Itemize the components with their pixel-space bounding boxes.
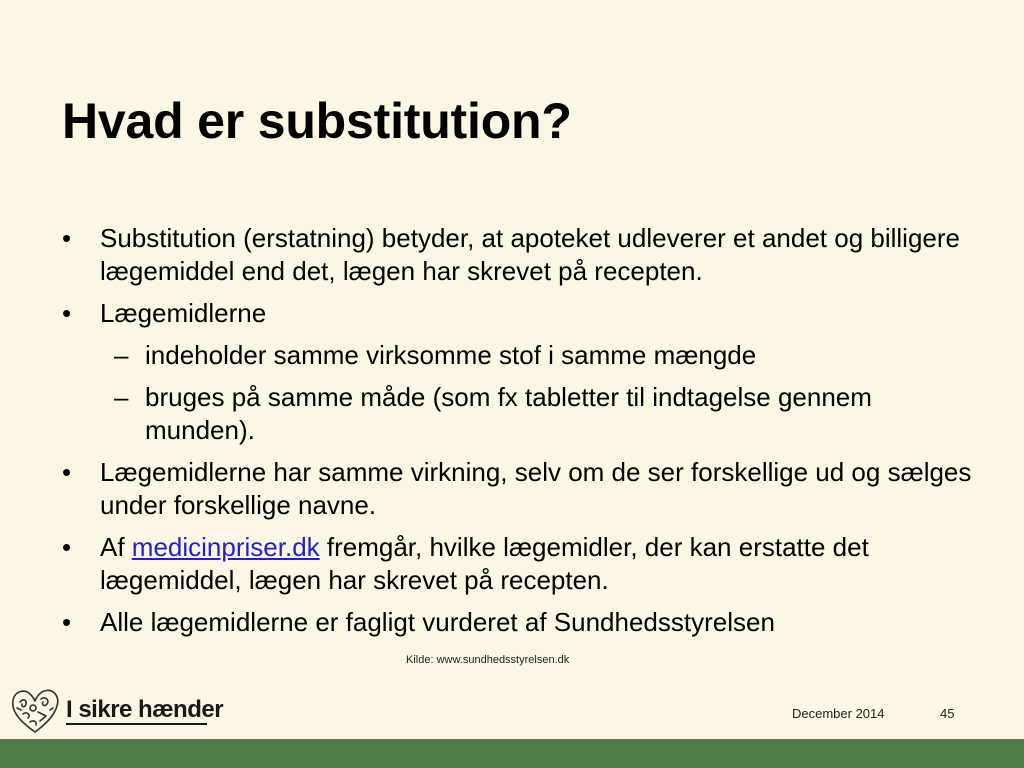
- bullet-item: [62, 222, 982, 288]
- bullet-mark: •: [62, 532, 72, 562]
- bullet-text: Substitution (erstatning) betyder, at apoteket udleverer et andet og billigere lægemiddel end det, lægen har skrevet på recepten.: [100, 223, 960, 286]
- bullet-mark: •: [62, 607, 72, 637]
- medicinpriser-link[interactable]: medicinpriser.dk: [131, 532, 320, 562]
- dash-mark: –: [114, 340, 129, 370]
- page-number: 45: [940, 706, 955, 721]
- source-citation: Kilde: www.sundhedsstyrelsen.dk: [406, 654, 570, 666]
- bullet-item: [62, 456, 982, 522]
- bullet-item: [62, 297, 982, 330]
- footer-date: December 2014: [792, 706, 885, 721]
- bullet-item: [62, 531, 982, 597]
- slide-title: Hvad er substitution?: [62, 93, 572, 149]
- bullet-text: Lægemidlerne: [100, 298, 267, 328]
- bullet-mark: •: [62, 223, 72, 253]
- sub-bullet-item: [62, 339, 982, 372]
- logo-underline: [66, 723, 207, 725]
- slide-content: [62, 222, 982, 648]
- sub-bullet-item: [62, 381, 982, 447]
- logo-text: I sikre hænder: [66, 696, 224, 723]
- footer-bar: [0, 739, 1024, 768]
- bullet-text-prefix: Af: [100, 532, 132, 562]
- sub-bullet-text: bruges på samme måde (som fx tabletter til indtagelse gennem munden).: [145, 382, 872, 445]
- bullet-text-suffix: fremgår, hvilke lægemidler, der kan erstatte det lægemiddel, lægen har skrevet på recepten.: [100, 532, 869, 595]
- bullet-mark: •: [62, 457, 72, 487]
- bullet-mark: •: [62, 298, 72, 328]
- bullet-item: [62, 606, 982, 639]
- dash-mark: –: [114, 382, 129, 412]
- bullet-text: Lægemidlerne har samme virkning, selv om de ser forskellige ud og sælges under forskellige navne.: [100, 457, 972, 520]
- sub-bullet-text: indeholder samme virksomme stof i samme mængde: [145, 340, 757, 370]
- bullet-text: Alle lægemidlerne er fagligt vurderet af Sundhedsstyrelsen: [100, 607, 775, 637]
